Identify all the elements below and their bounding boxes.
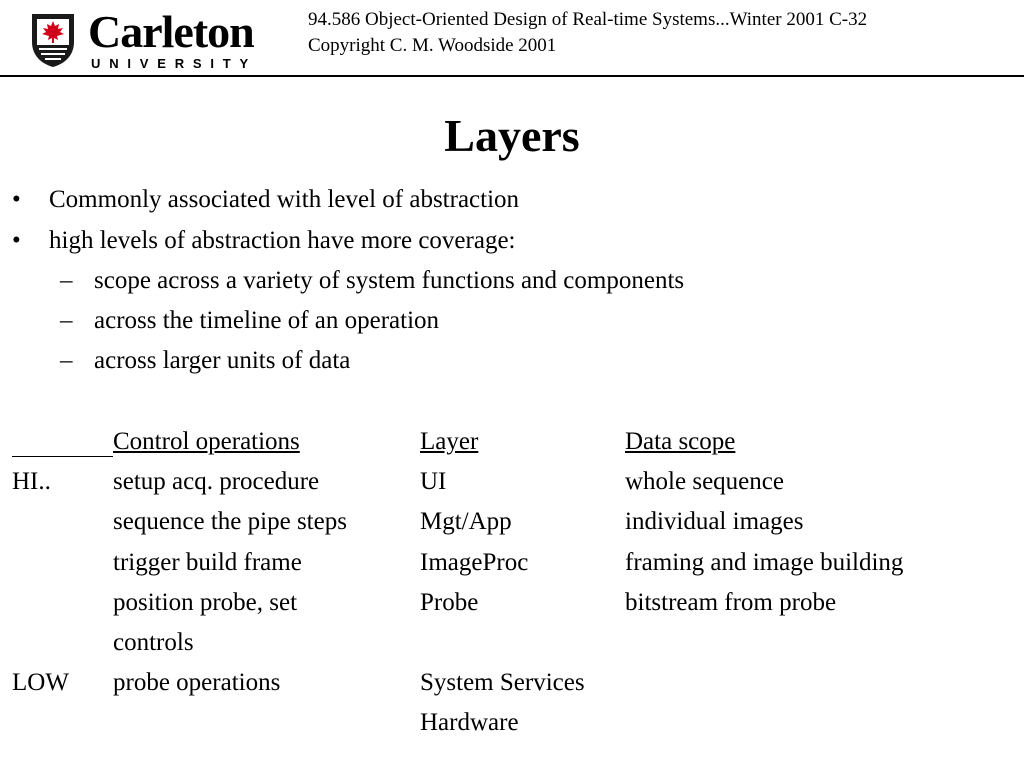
data-scope-cell: framing and image building xyxy=(625,549,904,576)
page-title: Layers xyxy=(444,110,580,161)
bullet-marker: • xyxy=(12,227,21,254)
level-label: HI.. xyxy=(12,468,51,495)
header-control-operations: Control operations xyxy=(113,428,300,455)
layer-cell: Hardware xyxy=(420,709,519,736)
control-cell: probe operations xyxy=(113,669,281,696)
bullet-item: high levels of abstraction have more coverage: xyxy=(49,227,516,254)
course-line: 94.586 Object-Oriented Design of Real-time Systems...Winter 2001 C-32 xyxy=(308,9,868,30)
data-scope-cell: whole sequence xyxy=(625,468,784,495)
header-divider xyxy=(0,75,1024,77)
logo-subline: UNIVERSITY xyxy=(91,56,258,71)
header-underline xyxy=(12,456,113,457)
control-cell: trigger build frame xyxy=(113,549,302,576)
control-cell: sequence the pipe steps xyxy=(113,508,347,535)
shield-icon xyxy=(30,12,76,68)
dash-marker: – xyxy=(60,267,73,294)
layer-cell: UI xyxy=(420,468,447,495)
dash-marker: – xyxy=(60,307,73,334)
data-scope-cell: bitstream from probe xyxy=(625,589,837,616)
copyright-line: Copyright C. M. Woodside 2001 xyxy=(308,35,557,56)
layer-cell: ImageProc xyxy=(420,549,529,576)
layer-cell: Probe xyxy=(420,589,479,616)
header-data-scope: Data scope xyxy=(625,428,736,455)
data-scope-cell: individual images xyxy=(625,508,804,535)
subbullet-item: across larger units of data xyxy=(94,347,351,374)
layer-cell: System Services xyxy=(420,669,585,696)
bullet-marker: • xyxy=(12,186,21,213)
carleton-logo xyxy=(30,6,260,72)
control-cell: setup acq. procedure xyxy=(113,468,320,495)
bullet-item: Commonly associated with level of abstraction xyxy=(49,186,520,213)
layer-cell: Mgt/App xyxy=(420,508,512,535)
logo-wordmark: Carleton xyxy=(88,6,254,57)
control-cell: position probe, set xyxy=(113,589,298,616)
header-layer: Layer xyxy=(420,428,479,455)
subbullet-item: scope across a variety of system functions and components xyxy=(94,267,685,294)
dash-marker: – xyxy=(60,347,73,374)
level-label: LOW xyxy=(12,669,69,696)
subbullet-item: across the timeline of an operation xyxy=(94,307,440,334)
control-cell: controls xyxy=(113,629,194,656)
